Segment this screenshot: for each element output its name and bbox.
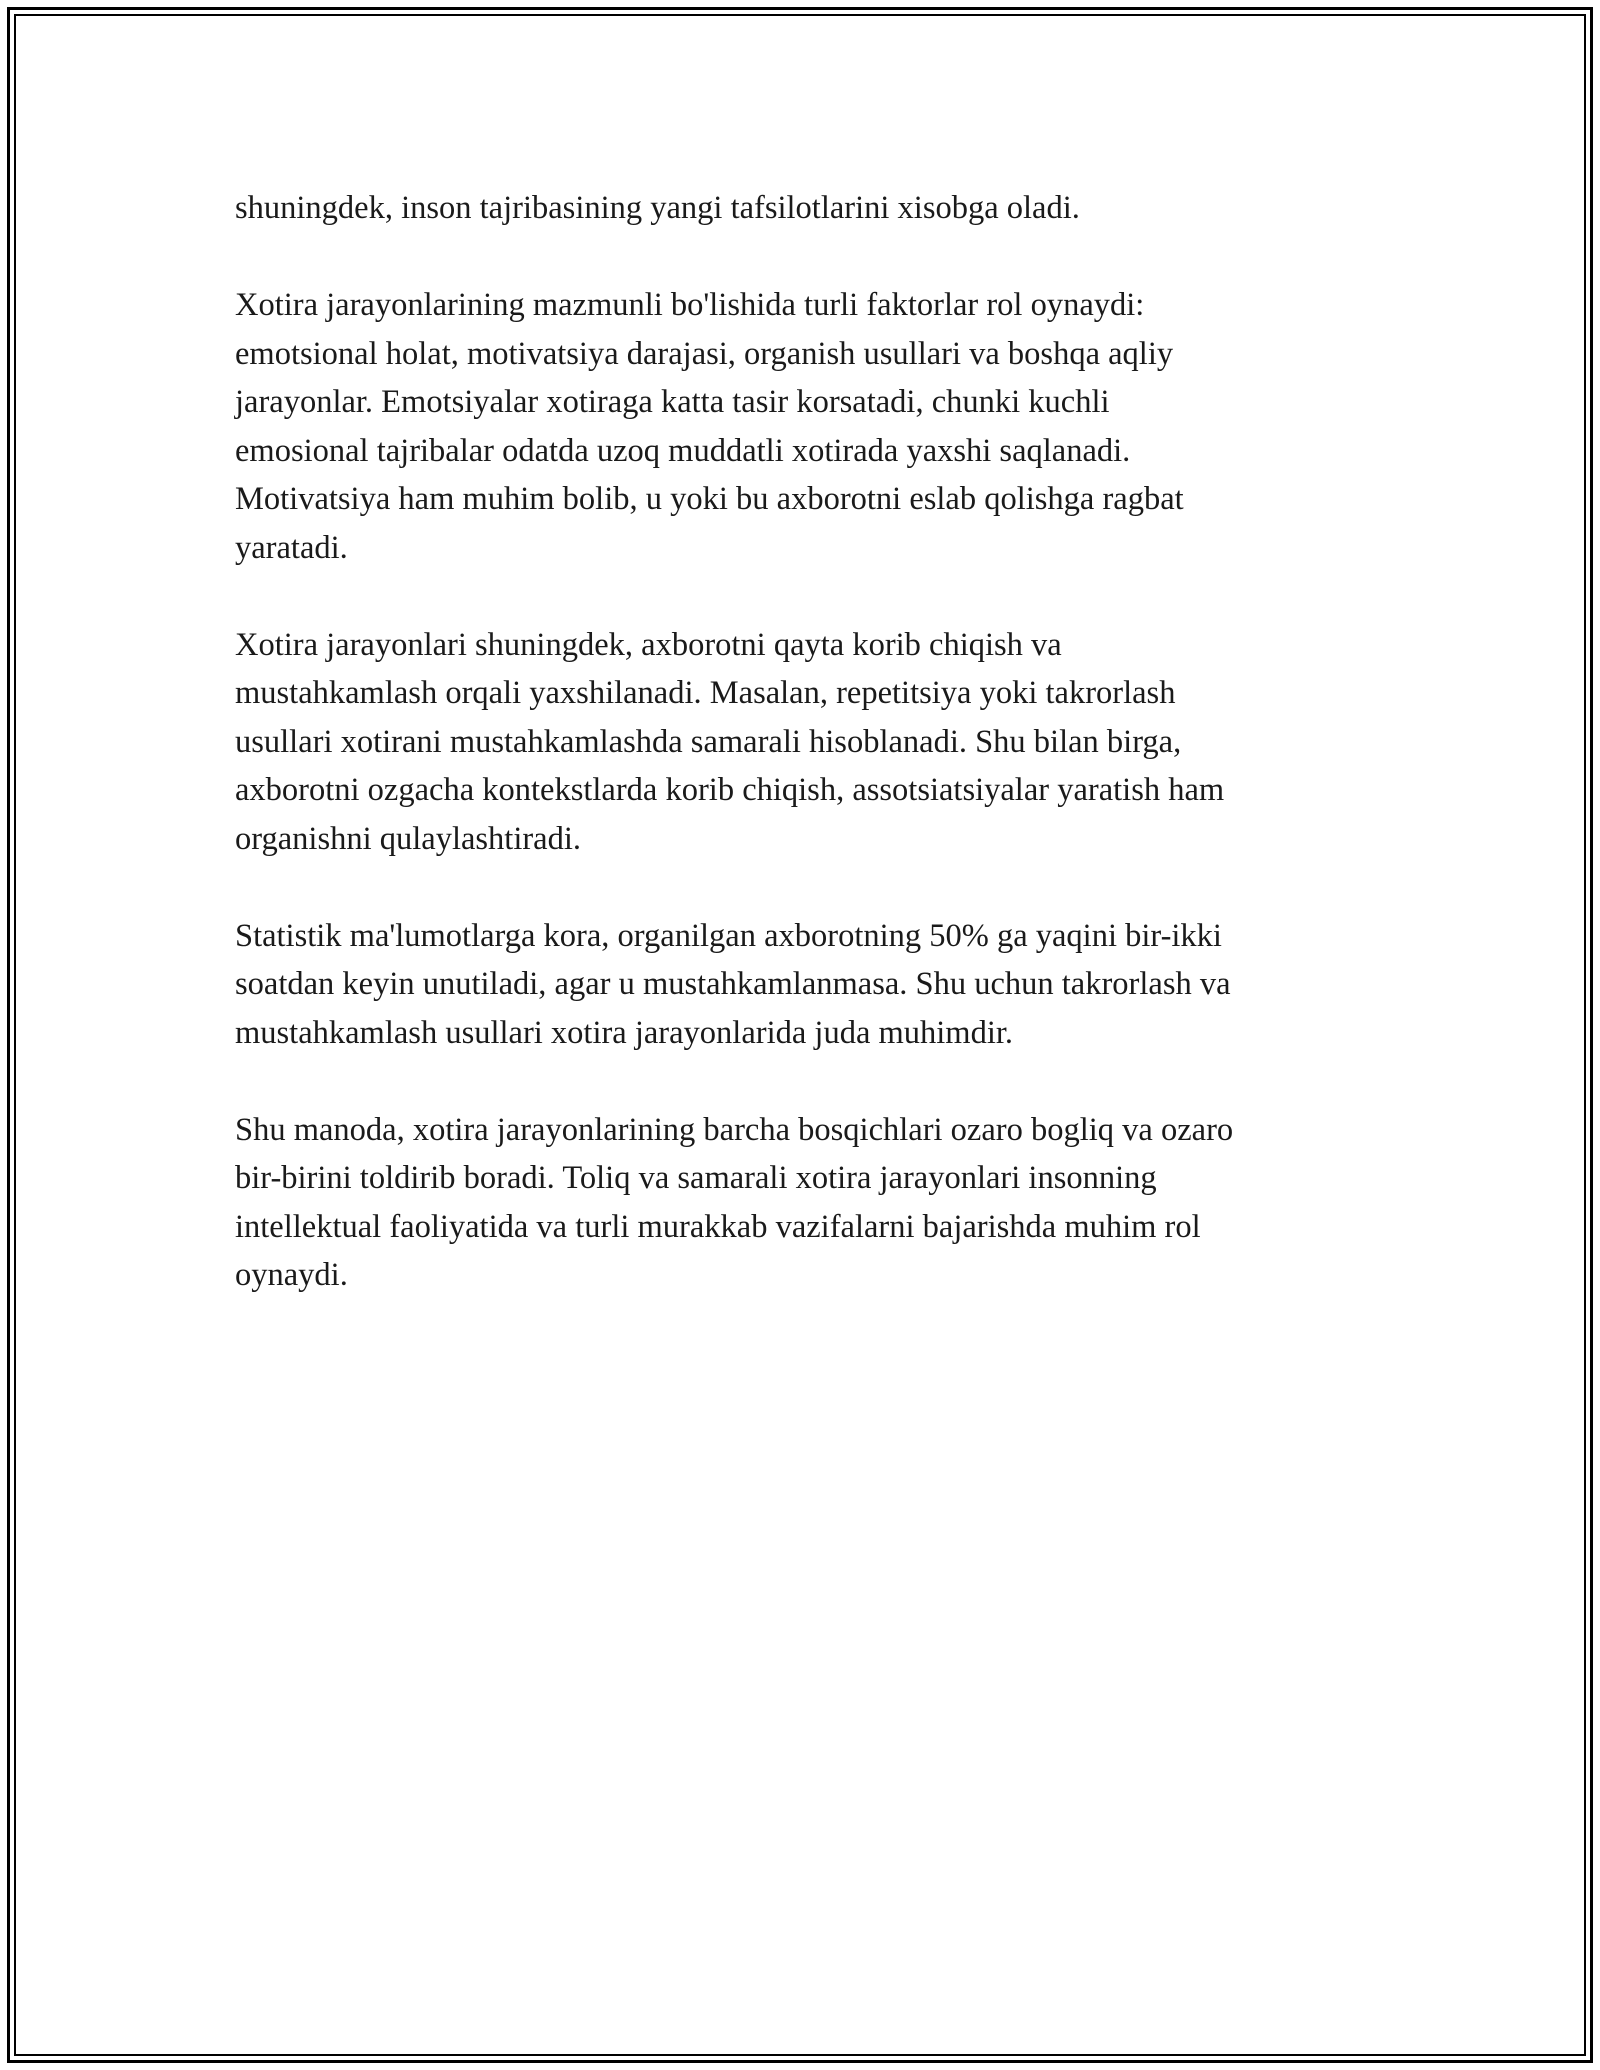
text-line: Xotira jarayonlarining mazmunli bo'lishida turli faktorlar rol oynaydi: [235, 287, 1145, 323]
text-line: emotsional holat, motivatsiya darajasi, organish usullari va boshqa aqliy [235, 335, 1174, 372]
text-line: usullari xotirani mustahkamlashda samarali hisoblanadi. Shu bilan birga, [235, 723, 1182, 760]
text-line: mustahkamlash orqali yaxshilanadi. Masalan, repetitsiya yoki takrorlash [235, 675, 1176, 711]
text-line: Motivatsiya ham muhim bolib, u yoki bu axborotni eslab qolishga ragbat [235, 481, 1184, 517]
text-line: Statistik ma'lumotlarga kora, organilgan axborotning 50% ga yaqini bir-ikki [235, 917, 1222, 954]
text-line: axborotni ozgacha kontekstlarda korib chiqish, assotsiatsiyalar yaratish ham [235, 772, 1225, 808]
paragraph [235, 184, 1380, 233]
paragraph [235, 281, 1380, 572]
document-body [235, 184, 1380, 1348]
text-line: oynaydi. [235, 1257, 348, 1293]
text-line: mustahkamlash usullari xotira jarayonlarida juda muhimdir. [235, 1014, 1014, 1051]
text-line: bir-birini toldirib boradi. Toliq va samarali xotira jarayonlari insonning [235, 1160, 1157, 1196]
paragraph [235, 621, 1380, 864]
text-line: intellektual faoliyatida va turli murakkab vazifalarni bajarishda muhim rol [235, 1208, 1201, 1245]
paragraph [235, 1106, 1380, 1300]
text-line: Shu manoda, xotira jarayonlarining barcha bosqichlari ozaro bogliq va ozaro [235, 1111, 1234, 1148]
paragraph [235, 912, 1380, 1058]
text-line: organishni qulaylashtiradi. [235, 820, 582, 857]
text-line: yaratadi. [235, 529, 348, 566]
text-line: soatdan keyin unutiladi, agar u mustahkamlanmasa. Shu uchun takrorlash va [235, 966, 1231, 1002]
text-line: emosional tajribalar odatda uzoq muddatli xotirada yaxshi saqlanadi. [235, 432, 1131, 469]
text-line: jarayonlar. Emotsiyalar xotiraga katta tasir korsatadi, chunki kuchli [235, 384, 1110, 420]
text-line: Xotira jarayonlari shuningdek, axborotni qayta korib chiqish va [235, 626, 1062, 663]
text-line: shuningdek, inson tajribasining yangi tafsilotlarini xisobga oladi. [235, 190, 1080, 226]
